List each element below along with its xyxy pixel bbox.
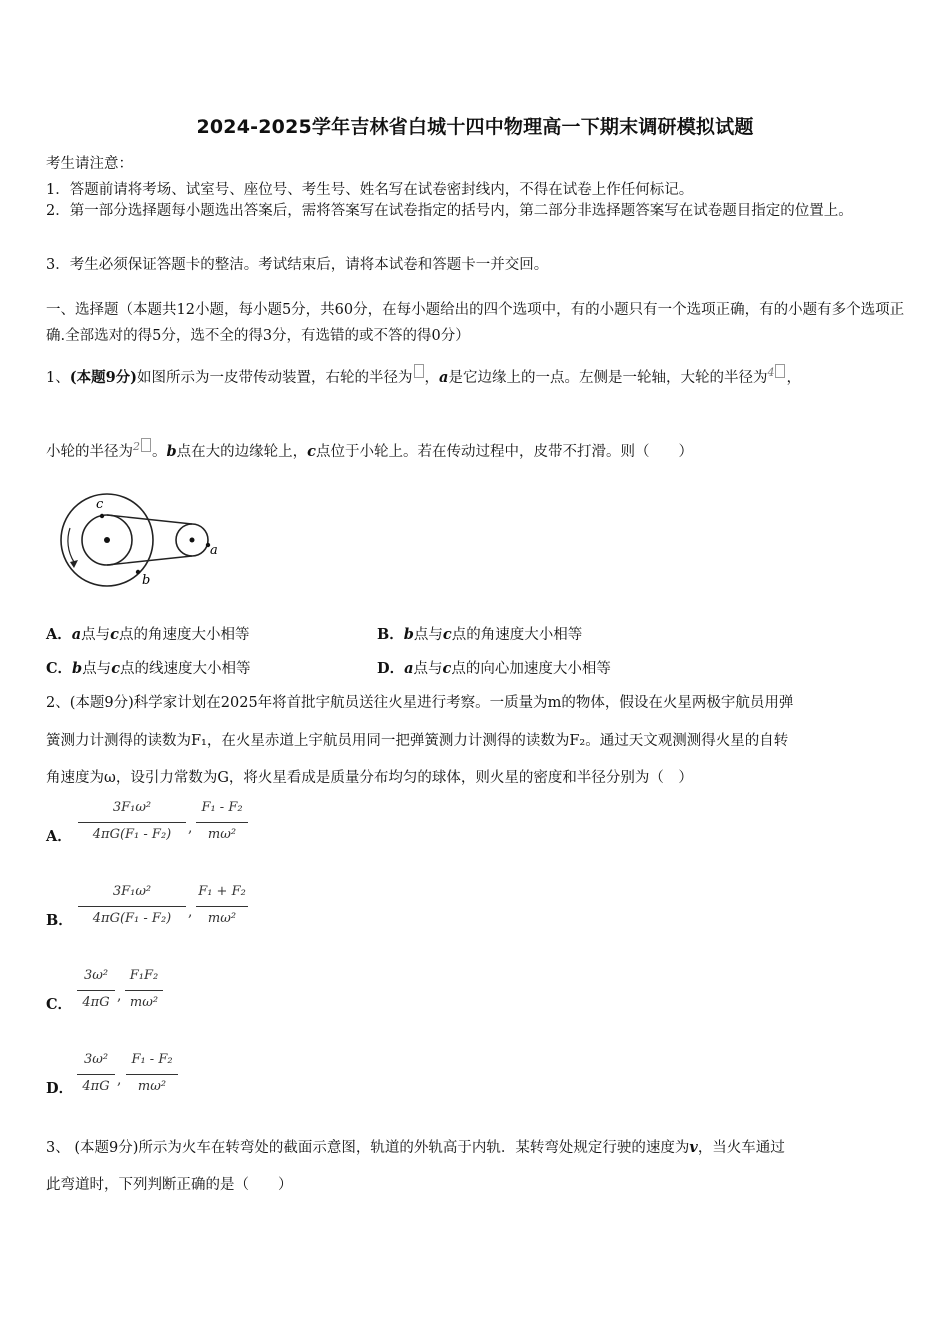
fraction-numerator: 3ω² [83, 968, 109, 983]
question-3-line-2: 此弯道时，下列判断正确的是（ ） [46, 1177, 293, 1193]
option-label: A． [46, 626, 72, 643]
option-text: 点的角速度大小相等 [451, 627, 583, 643]
option-var: c [442, 626, 452, 643]
q3-text: 3、 (本题9分)所示为火车在转弯处的截面示意图，轨道的外轨高于内轨．某转弯处规定行驶的速度为 [46, 1140, 690, 1156]
option-var: a [404, 660, 414, 677]
q1-var-b: b [166, 443, 177, 460]
notice-item-1: 1．答题前请将考场、试室号、座位号、考生号、姓名写在试卷密封线内，不得在试卷上作任何标记。 [46, 182, 694, 198]
missing-formula-placeholder [775, 364, 785, 378]
option-text: 点与 [413, 627, 443, 643]
q1-var-a: a [439, 369, 449, 386]
notice-item-3: 3．考生必须保证答题卡的整洁。考试结束后，请将本试卷和答题卡一并交回。 [46, 257, 549, 273]
q2-option-b-fraction-2 [194, 884, 250, 934]
option-label: C． [46, 660, 73, 677]
q1-score: (本题9分) [69, 369, 138, 386]
option-text: 点的向心加速度大小相等 [451, 661, 611, 677]
option-text: 点与 [82, 661, 112, 677]
fraction-bar [126, 1074, 178, 1075]
fraction-bar [77, 990, 115, 991]
fraction-bar [78, 906, 186, 907]
separator: , [117, 988, 122, 1004]
option-label: D． [377, 660, 405, 677]
fraction-denominator: 4πG(F₁ - F₂) [92, 911, 172, 926]
q3-var-v: v [689, 1139, 698, 1156]
axle-center [104, 537, 110, 543]
fraction-denominator: mω² [207, 911, 237, 926]
right-wheel-center [190, 538, 195, 543]
fraction-bar [77, 1074, 115, 1075]
q2-option-a-fraction-2 [194, 800, 250, 850]
notice-item-2: 2．第一部分选择题每小题选出答案后，需将答案写在试卷指定的括号内，第二部分非选择题答案写在试卷题目指定的位置上。 [46, 203, 853, 219]
option-var: a [71, 626, 82, 643]
q1-option-d[interactable] [377, 657, 611, 678]
rotation-arrow [68, 528, 74, 562]
q2-option-c-fraction-1 [76, 968, 116, 1018]
q1-text: 。 [152, 444, 167, 460]
q1-number: 1、 [46, 370, 70, 386]
q2-option-d-fraction-1 [76, 1052, 116, 1102]
q1-text: 点在大的边缘轮上， [176, 444, 308, 460]
point-c [100, 514, 104, 518]
missing-formula-placeholder [414, 364, 424, 378]
option-var: c [110, 626, 120, 643]
fraction-denominator: 4πG [82, 995, 110, 1010]
point-b [136, 570, 140, 574]
q2-option-d-fraction-2 [124, 1052, 180, 1102]
missing-formula-placeholder [141, 438, 151, 452]
fraction-denominator: 4πG(F₁ - F₂) [92, 827, 172, 842]
option-label: B． [377, 626, 404, 643]
q1-text: ， [786, 370, 801, 386]
fraction-numerator: F₁ - F₂ [201, 800, 243, 815]
q3-text: ，当火车通过 [697, 1140, 785, 1156]
q1-option-b[interactable] [377, 623, 582, 644]
q2-option-b-fraction-1 [76, 884, 188, 934]
section-heading: 一、选择题（本题共12小题，每小题5分，共60分，在每小题给出的四个选项中，有的小题只有一个选项正确，有的小题有多个选项正确.全部选对的得5分，选不全的得3分，有选错的或不答的得0分） [46, 302, 905, 344]
question-2-line-3: 角速度为ω，设引力常数为G，将火星看成是质量分布均匀的球体，则火星的密度和半径分别为（ ） [46, 770, 693, 786]
notice-heading: 考生请注意： [46, 156, 133, 172]
option-text: 点的角速度大小相等 [119, 627, 250, 643]
q1-option-c[interactable] [46, 657, 251, 678]
separator: , [188, 904, 193, 920]
fraction-numerator: F₁F₂ [129, 968, 159, 983]
q1-text: 是它边缘上的一点。左侧是一轮轴，大轮的半径为 [448, 370, 768, 386]
fraction-numerator: F₁ - F₂ [131, 1052, 173, 1067]
option-var: b [72, 660, 83, 677]
page-title: 2024-2025学年吉林省白城十四中物理高一下期末调研模拟试题 [196, 116, 754, 138]
q1-var-c: c [307, 443, 316, 460]
fraction-numerator: 3F₁ω² [112, 884, 152, 899]
q2-option-d-label[interactable]: D． [46, 1080, 74, 1097]
question-1-line-1 [46, 364, 801, 387]
q1-big-radius-multiplier: 4 [767, 366, 775, 379]
question-1-line-2 [46, 438, 693, 461]
fraction-bar [125, 990, 163, 991]
q1-text: ， [424, 370, 440, 386]
fraction-denominator: mω² [137, 1079, 167, 1094]
q1-text: 小轮的半径为 [46, 444, 133, 460]
fraction-denominator: 4πG [82, 1079, 110, 1094]
q2-option-c-label[interactable]: C． [46, 996, 73, 1013]
fraction-denominator: mω² [207, 827, 237, 842]
question-2-line-2: 簧测力计测得的读数为F₁，在火星赤道上宇航员用同一把弹簧测力计测得的读数为F₂。通过天文观测测得火星的自转 [46, 733, 789, 749]
q2-option-a-fraction-1 [76, 800, 188, 850]
q2-option-b-label[interactable]: B． [46, 912, 73, 929]
option-text: 点与 [81, 627, 111, 643]
option-text: 点与 [413, 661, 443, 677]
fraction-numerator: F₁ + F₂ [198, 884, 246, 899]
q1-text: 点位于小轮上。若在传动过程中，皮带不打滑。则（ ） [315, 444, 693, 460]
q1-text: 如图所示为一皮带传动装置，右轮的半径为 [137, 370, 413, 386]
separator: , [117, 1072, 122, 1088]
separator: , [188, 820, 193, 836]
q2-option-c-fraction-2 [124, 968, 164, 1018]
option-text: 点的线速度大小相等 [120, 661, 251, 677]
label-a: a [210, 543, 218, 558]
fraction-bar [196, 906, 248, 907]
question-2-line-1: 2、(本题9分)科学家计划在2025年将首批宇航员送往火星进行考察。一质量为m的物体，假设在火星两极宇航员用弹 [46, 695, 794, 711]
label-c: c [96, 497, 104, 512]
option-var: c [442, 660, 452, 677]
fraction-numerator: 3ω² [83, 1052, 109, 1067]
option-var: c [111, 660, 121, 677]
question-3-line-1 [46, 1136, 785, 1157]
q1-small-radius-multiplier: 2 [133, 440, 140, 453]
belt-drive-diagram [50, 490, 230, 590]
fraction-numerator: 3F₁ω² [112, 800, 152, 815]
q1-option-a[interactable] [46, 623, 250, 644]
fraction-denominator: mω² [129, 995, 159, 1010]
label-b: b [142, 573, 151, 588]
option-var: b [403, 626, 414, 643]
fraction-bar [196, 822, 248, 823]
fraction-bar [78, 822, 186, 823]
q2-option-a-label[interactable]: A． [46, 828, 72, 845]
rotation-arrow-head [70, 560, 78, 568]
